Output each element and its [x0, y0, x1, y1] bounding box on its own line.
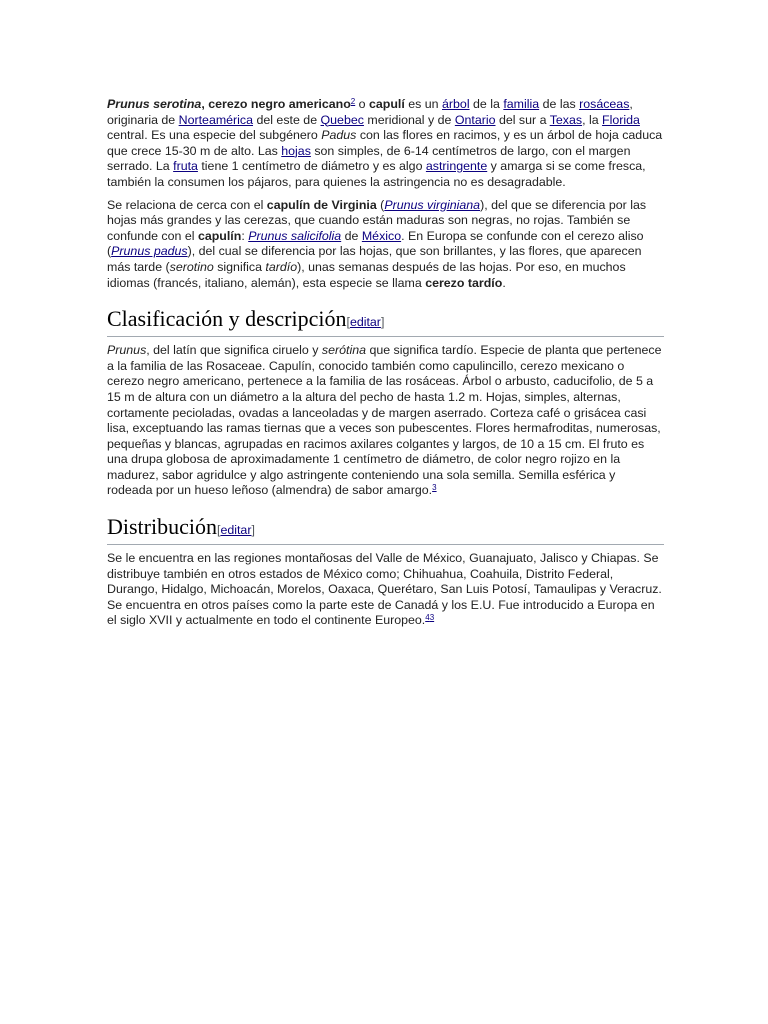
link-texas[interactable]: Texas	[549, 112, 583, 127]
section-heading-distribucion: Distribución[editar]	[107, 514, 664, 545]
link-arbol[interactable]: árbol	[442, 97, 470, 111]
edit-link-distribucion[interactable]: editar	[220, 523, 252, 538]
edit-link-clasificacion[interactable]: editar	[349, 315, 381, 330]
reference-link-4[interactable]: 4	[425, 613, 430, 623]
link-florida[interactable]: Florida	[602, 112, 640, 127]
intro-paragraph-2: Se relaciona de cerca con el capulín de Virginia (Prunus virginiana), del que se diferencia por las hojas más grandes y las cerezas, que cuando están maduras son negras, no rojas. También se confunde con el capulín: Prunus salicifolia de México. En Europa se confunde con el cerezo aliso (Prunus padus), del cual se diferencia por las hojas, que son brillantes, y las flores, que aparecen más tarde (serotino significa tardío), unas semanas después de las hojas. Por eso, en muchos idiomas (francés, italiano, alemán), esta especie se llama cerezo tardío.	[107, 197, 647, 290]
link-fruta[interactable]: fruta	[173, 159, 198, 174]
intro-paragraph-1: Prunus serotina, cerezo negro americano$^2$ o capulí es un árbol de la familia de las rosáceas, originaria de Norteamérica del este de Quebec meridional y de Ontario del sur a Texas, la Florida central. Es una especie del subgénero Padus con las flores en racimos, y es un árbol de hoja caduca que crece 15-30 m de alto. Las hojas son simples, de 6-14 centímetros de largo, con el margen serrado. La fruta tiene 1 centímetro de diámetro y es algo astringente y amarga si se come fresca, también la consumen los pájaros, para quienes la astringencia no es desagradable.	[107, 97, 663, 189]
link-prunus-salicifolia[interactable]: Prunus salicifolia	[248, 228, 342, 243]
species-name: Prunus serotina	[107, 97, 202, 111]
link-astringente[interactable]: astringente	[425, 159, 488, 174]
edit-section-distribucion: [editar]	[217, 523, 255, 538]
section-heading-clasificacion: Clasificación y descripción[editar]	[107, 306, 664, 337]
edit-section-clasificacion: [editar]	[346, 315, 385, 330]
link-mexico[interactable]: México	[361, 228, 402, 243]
link-ontario[interactable]: Ontario	[454, 112, 496, 127]
reference-link-3[interactable]: 3	[432, 483, 437, 493]
link-familia[interactable]: familia	[503, 97, 540, 111]
link-prunus-padus[interactable]: Prunus padus	[111, 244, 188, 259]
clasificacion-paragraph: Prunus, del latín que significa ciruelo y serótina que significa tardío. Especie de planta que pertenece a la familia de las Rosaceae. Capulín, conocido también como capulincillo, cerezo mexicano o cerezo negro americano, pertenece a la familia de las rosáceas. Árbol o arbusto, caducifolio, de 5 a 15 m de altura con un diámetro a la altura del pecho de hasta 1.2 m. Hojas, simples, alternas, cortamente pecioladas, ovadas a lanceoladas y de margen aserrado. Corteza café o grisácea casi lisa, exceptuando las ramas tiernas que a veces son pubescentes. Flores hermafroditas, numerosas, pequeñas y blancas, agrupadas en racimos axilares colgantes y largos, de 10 a 15 cm. El fruto es una drupa globosa de aproximadamente 1 centímetro de diámetro, de color negro rojizo en la madurez, sabor agridulce y algo astringente conteniendo una sola semilla. Semilla esférica y rodeada por un hueso leñoso (almendra) de sabor amargo.$^3$	[107, 343, 662, 498]
link-norteamerica[interactable]: Norteamérica	[178, 112, 254, 127]
link-hojas[interactable]: hojas	[281, 143, 311, 158]
reference-link-2[interactable]: 2	[350, 97, 356, 106]
link-prunus-virginiana[interactable]: Prunus virginiana	[384, 197, 481, 212]
link-quebec[interactable]: Quebec	[320, 112, 364, 127]
reference-link-3b[interactable]: 3	[429, 613, 435, 623]
article-body	[107, 97, 664, 636]
link-rosaceas[interactable]: rosáceas	[579, 97, 630, 111]
distribucion-paragraph: Se le encuentra en las regiones montañosas del Valle de México, Guanajuato, Jalisco y Chiapas. Se distribuye también en otros estados de México como; Chihuahua, Coahuila, Distrito Federal, Durango, Hidalgo, Michoacán, Morelos, Oaxaca, Querétaro, San Luis Potosí, Tamaulipas y Veracruz. Se encuentra en otros países como la parte este de Canadá y los E.U. Fue introducido a Europa en el siglo XVII y actualmente en todo el continente Europeo.$^{43}$	[107, 551, 662, 628]
